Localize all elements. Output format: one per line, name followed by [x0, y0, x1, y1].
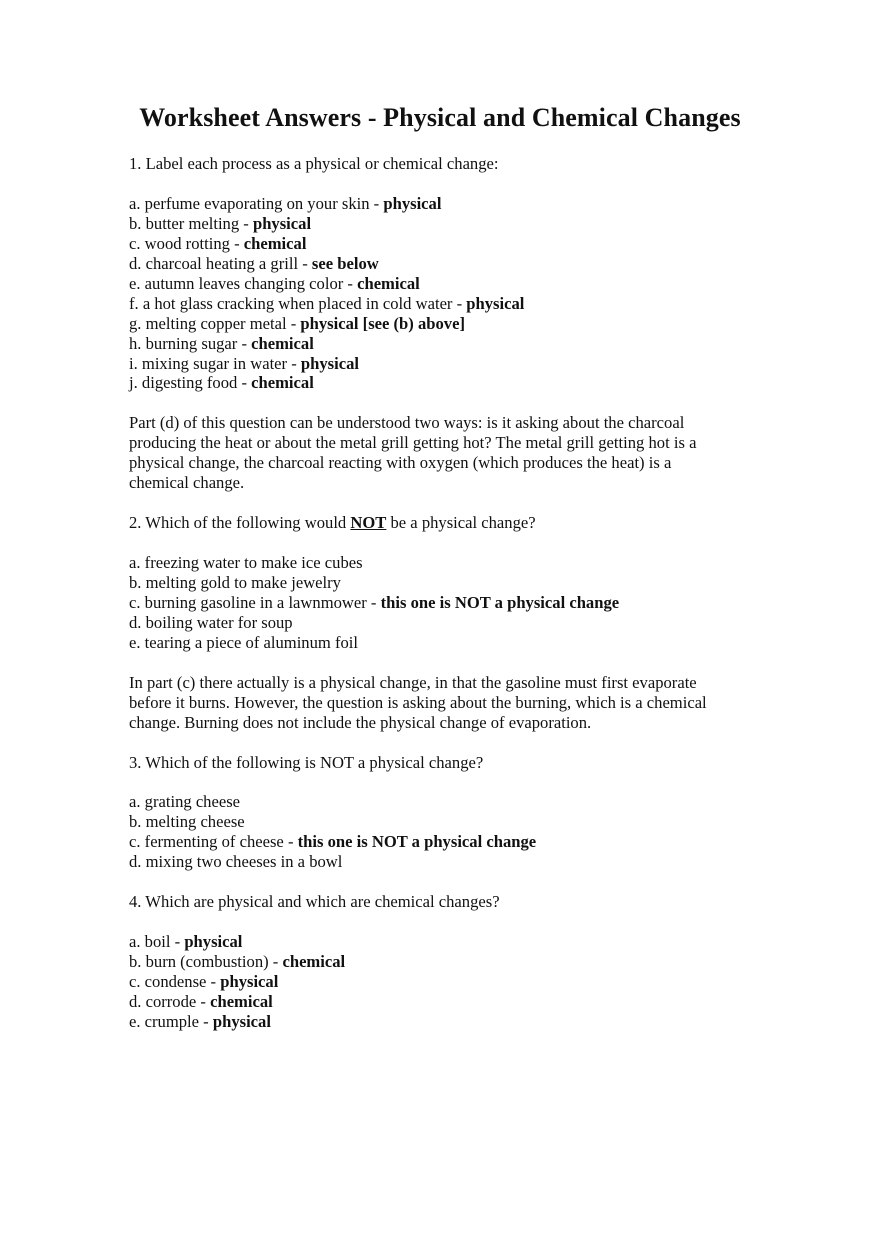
list-item	[129, 334, 749, 354]
list-item	[129, 234, 749, 254]
list-item	[129, 354, 749, 374]
list-item	[129, 593, 749, 613]
item-text: c. condense -	[129, 971, 221, 991]
list-item	[129, 852, 749, 872]
paragraph-line: change. Burning does not include the physical change of evaporation.	[129, 712, 592, 732]
question-4: 4. Which are physical and which are chemical changes?	[129, 892, 500, 912]
item-text: g. melting copper metal -	[129, 313, 301, 333]
paragraph-line: chemical change.	[129, 473, 245, 493]
item-answer: physical	[212, 1011, 271, 1031]
item-text: a. freezing water to make ice cubes	[129, 553, 363, 572]
list-item	[129, 194, 749, 214]
item-text: i. mixing sugar in water -	[129, 353, 301, 373]
item-text: e. tearing a piece of aluminum foil	[129, 632, 358, 652]
item-answer: chemical	[282, 951, 346, 971]
list-item	[129, 1012, 749, 1032]
paragraph-line: producing the heat or about the metal grill getting hot? The metal grill getting hot is a	[129, 433, 697, 453]
item-text: c. wood rotting -	[129, 233, 244, 253]
item-answer: physical	[383, 193, 442, 213]
list-item	[129, 613, 749, 633]
item-answer: physical	[300, 353, 360, 373]
item-text: d. boiling water for soup	[129, 612, 293, 632]
item-text: a. grating cheese	[129, 792, 241, 812]
item-answer: physical	[220, 971, 279, 991]
item-answer: chemical	[357, 273, 420, 293]
question-2: 2. Which of the following would NOT be a physical change?	[129, 513, 536, 533]
list-item	[129, 294, 749, 314]
item-text: d. mixing two cheeses in a bowl	[129, 852, 343, 872]
item-text: b. burn (combustion) -	[129, 951, 283, 971]
item-text: b. melting gold to make jewelry	[129, 572, 341, 592]
item-text: f. a hot glass cracking when placed in cold water -	[129, 293, 467, 313]
paragraph-line: physical change, the charcoal reacting with oxygen (which produces the heat) is a	[129, 453, 672, 473]
emphasis-not: NOT	[350, 513, 387, 533]
item-answer: chemical	[251, 373, 314, 393]
paragraph-line: In part (c) there actually is a physical change, in that the gasoline must first evaporate	[129, 672, 697, 692]
list-item	[129, 792, 749, 812]
item-text: c. fermenting of cheese -	[129, 832, 298, 852]
list-item	[129, 932, 749, 952]
item-answer: physical	[252, 213, 312, 233]
list-item	[129, 314, 749, 334]
list-item	[129, 254, 749, 274]
item-answer: physical	[184, 932, 243, 952]
item-answer: chemical	[210, 991, 273, 1011]
item-answer: physical [see (b) above]	[300, 313, 465, 333]
question-1-answers	[129, 194, 749, 394]
item-answer: see below	[311, 253, 379, 273]
question-4-answers	[129, 932, 749, 1032]
list-item	[129, 972, 749, 992]
item-text: b. butter melting -	[129, 213, 253, 233]
item-answer: chemical	[243, 233, 307, 253]
paragraph-line: before it burns. However, the question is asking about the burning, which is a chemical	[129, 692, 707, 712]
list-item	[129, 573, 749, 593]
page-title: Worksheet Answers - Physical and Chemical Changes	[139, 103, 741, 132]
list-item	[129, 214, 749, 234]
worksheet-body	[129, 154, 749, 1032]
question-2-explanation	[129, 673, 749, 733]
list-item	[129, 633, 749, 653]
item-text: h. burning sugar -	[129, 333, 252, 353]
item-answer: this one is NOT a physical change	[297, 832, 537, 852]
question-2-options	[129, 553, 749, 653]
list-item	[129, 812, 749, 832]
list-item	[129, 553, 749, 573]
item-text: a. perfume evaporating on your skin -	[129, 193, 384, 213]
item-text: e. crumple -	[129, 1011, 213, 1031]
item-text: e. autumn leaves changing color -	[129, 273, 358, 293]
item-answer: this one is NOT a physical change	[380, 592, 620, 612]
item-text: c. burning gasoline in a lawnmower -	[129, 592, 381, 612]
paragraph-line: Part (d) of this question can be understood two ways: is it asking about the charcoal	[129, 413, 685, 433]
item-text: d. charcoal heating a grill -	[129, 253, 312, 273]
list-item	[129, 274, 749, 294]
question-1-explanation	[129, 413, 749, 493]
item-text: b. melting cheese	[129, 812, 245, 832]
item-answer: chemical	[251, 333, 314, 353]
item-text: a. boil -	[129, 932, 185, 952]
item-answer: physical	[466, 293, 525, 313]
list-item	[129, 992, 749, 1012]
item-text: d. corrode -	[129, 991, 211, 1011]
question-1: 1. Label each process as a physical or chemical change:	[129, 154, 499, 173]
list-item	[129, 373, 749, 393]
item-text: j. digesting food -	[129, 373, 252, 393]
question-3: 3. Which of the following is NOT a physical change?	[129, 752, 484, 772]
list-item	[129, 832, 749, 852]
question-3-options	[129, 792, 749, 872]
list-item	[129, 952, 749, 972]
